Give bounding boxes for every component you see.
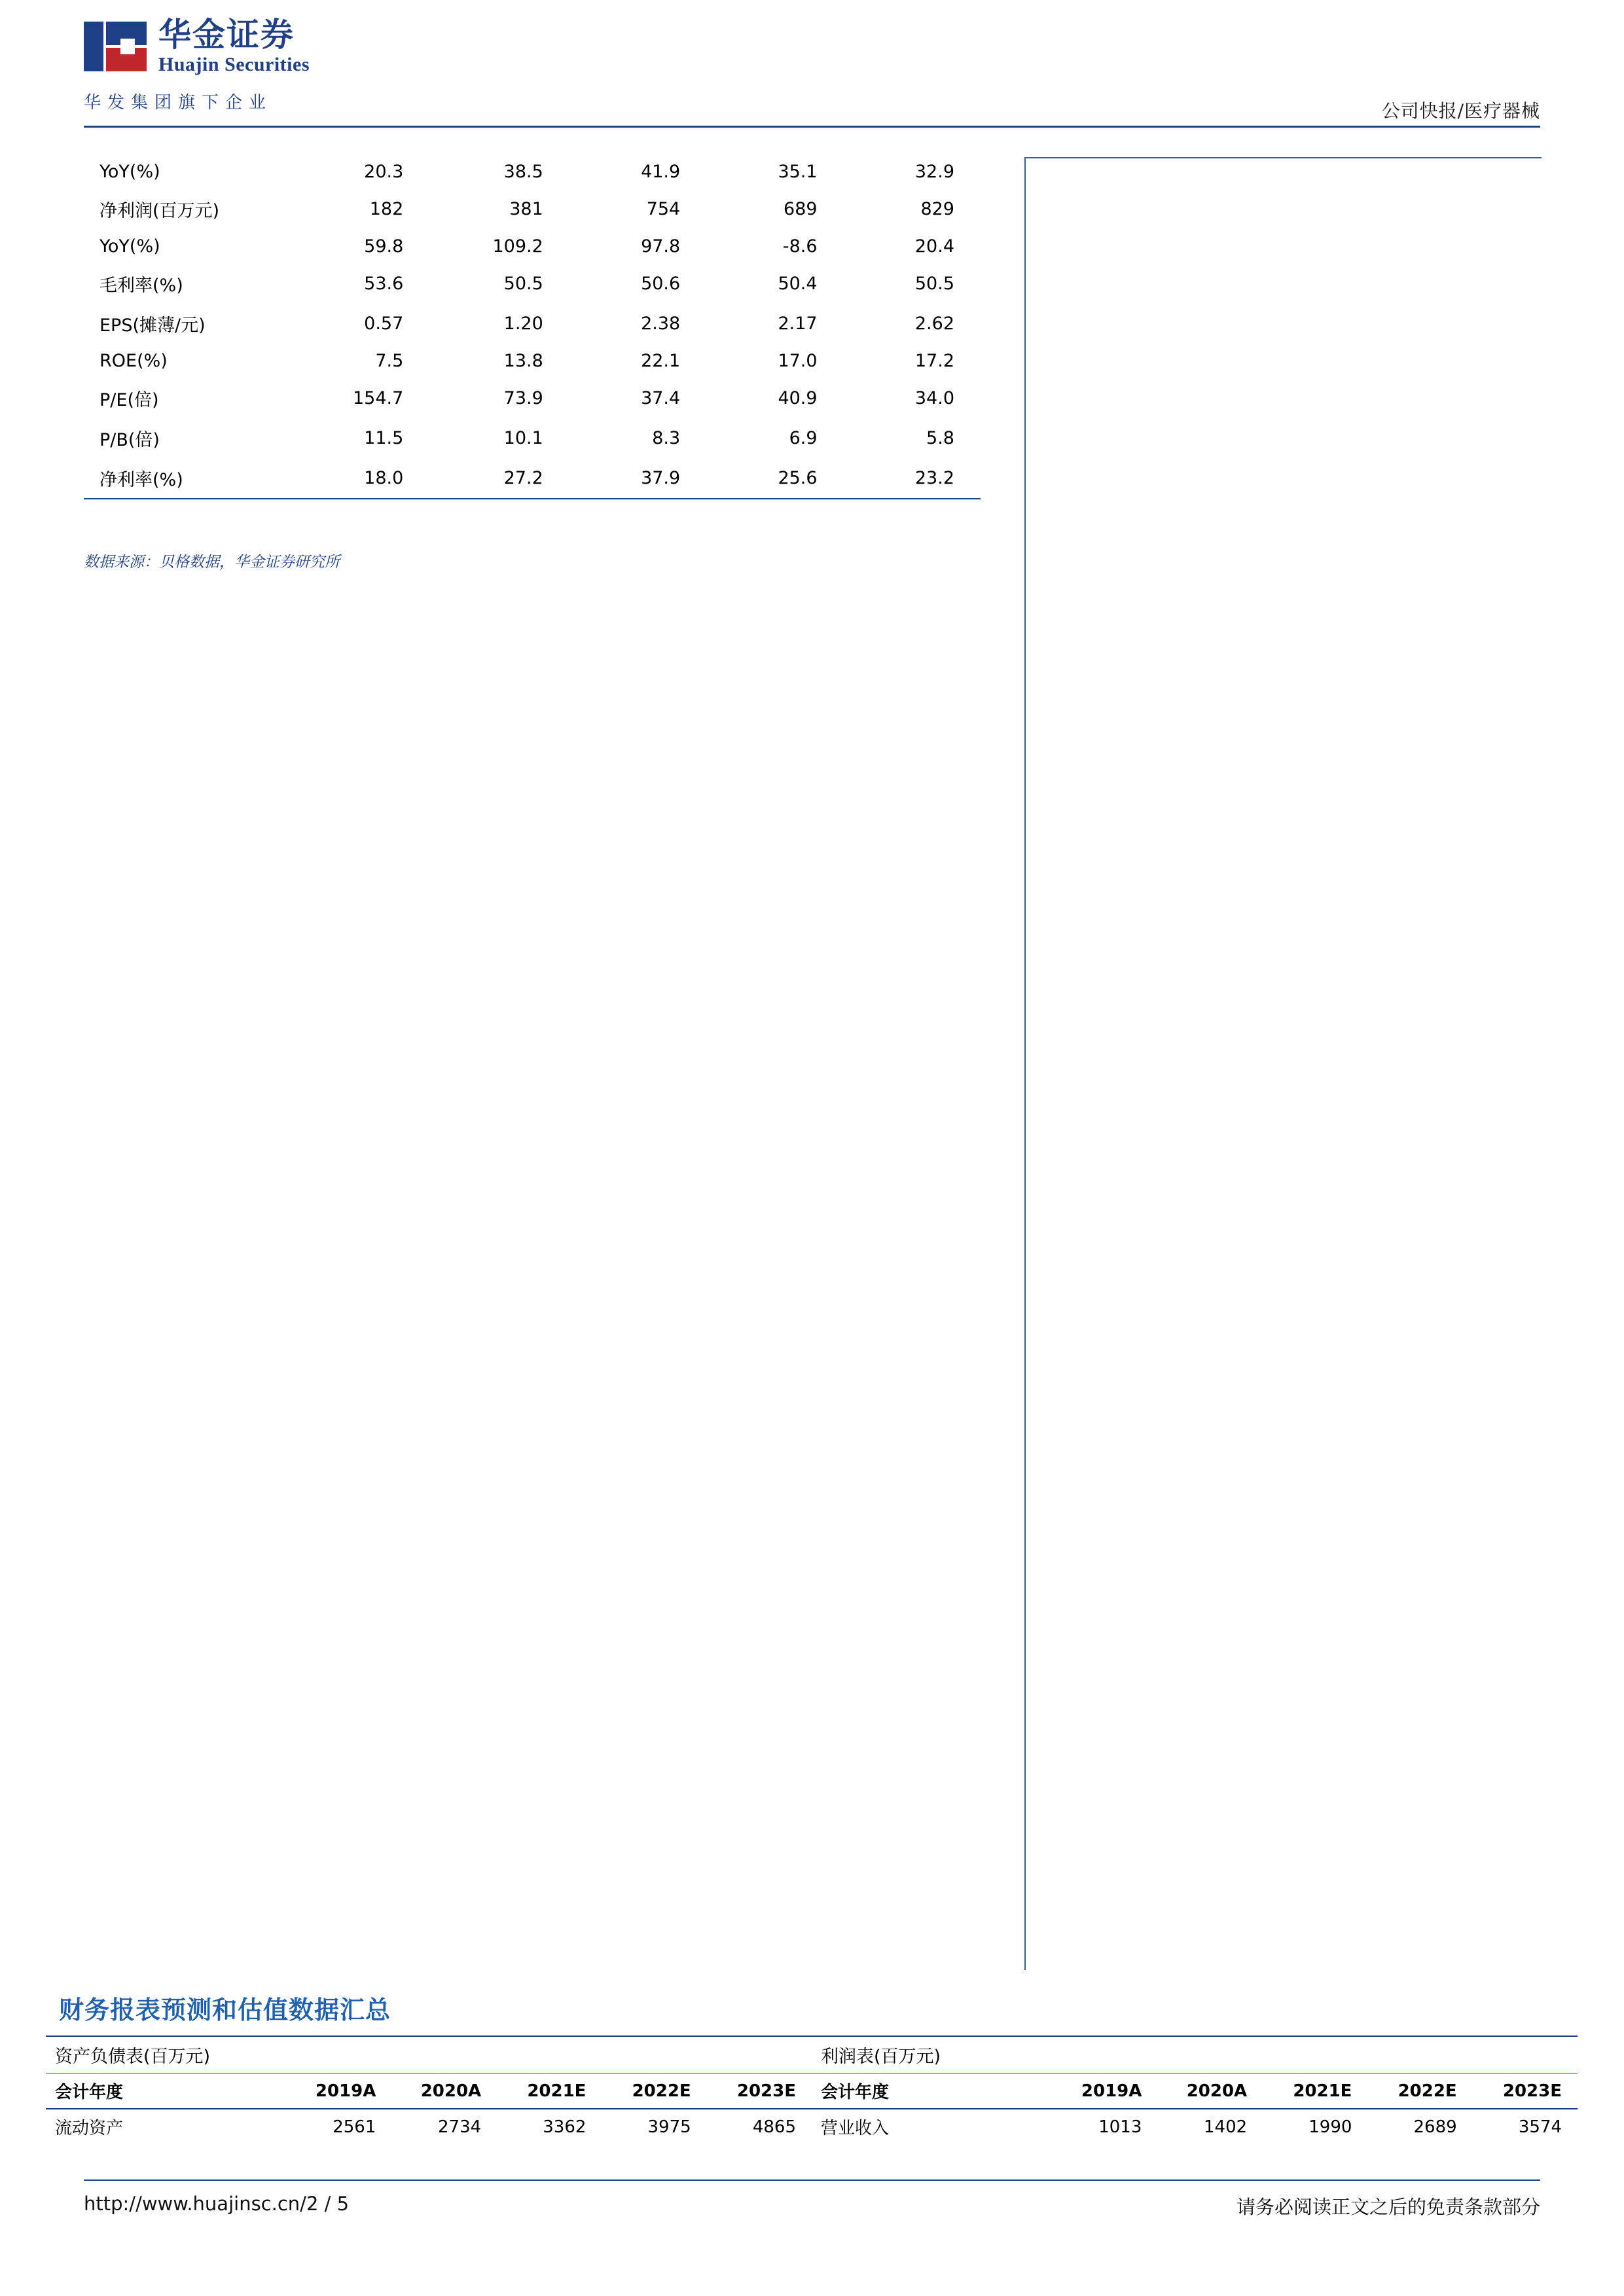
cell-value: 3574 <box>1518 2117 1562 2137</box>
metric-value: 11.5 <box>364 428 404 448</box>
page-header <box>0 0 1624 131</box>
cell-value: 3362 <box>543 2117 586 2137</box>
column-header-year: 会计年度 <box>46 2073 287 2109</box>
footer-disclaimer: 请务必阅读正文之后的免责条款部分 <box>1236 2196 1540 2218</box>
metric-value: 182 <box>369 199 404 219</box>
metric-label: P/B(倍) <box>99 430 160 450</box>
column-header: 2021E <box>497 2073 602 2109</box>
metric-value: 50.4 <box>778 274 818 294</box>
metric-value: 6.9 <box>789 428 818 448</box>
row-label: 营业收入 <box>821 2119 890 2138</box>
logo-english-name: Huajin Securities <box>158 54 310 75</box>
table-row <box>84 154 981 189</box>
table-row <box>46 2109 812 2144</box>
huajin-logo-icon <box>84 22 147 71</box>
balance-sheet-table <box>46 2036 812 2144</box>
metric-value: 5.8 <box>926 428 954 448</box>
metric-label: P/E(倍) <box>99 390 159 410</box>
metric-value: 20.4 <box>914 236 954 257</box>
metric-value: 50.6 <box>641 274 681 294</box>
footer-url[interactable]: http://www.huajinsc.cn/2 / 5 <box>84 2193 350 2215</box>
metric-value: 32.9 <box>914 162 954 182</box>
balance-sheet-column <box>46 2036 812 2144</box>
metric-value: 34.0 <box>914 388 954 408</box>
metric-value: 754 <box>646 199 681 219</box>
table-header-row <box>46 2073 812 2109</box>
income-statement-title: 利润表(百万元) <box>812 2036 1578 2073</box>
metric-value: 17.0 <box>778 351 818 371</box>
table-row <box>84 264 981 304</box>
column-header-year: 会计年度 <box>812 2073 1053 2109</box>
logo-subtitle: 华发集团旗下企业 <box>84 93 273 113</box>
column-header: 2019A <box>1053 2073 1158 2109</box>
metric-value: 17.2 <box>914 351 954 371</box>
column-header: 2020A <box>391 2073 497 2109</box>
table-row <box>84 458 981 499</box>
metric-label: ROE(%) <box>99 351 168 371</box>
column-header: 2021E <box>1263 2073 1367 2109</box>
metric-value: 59.8 <box>364 236 404 257</box>
metric-label: 毛利率(%) <box>99 276 183 296</box>
metric-value: 381 <box>509 199 543 219</box>
metric-value: 2.38 <box>641 314 681 334</box>
metric-value: 2.62 <box>914 314 954 334</box>
metric-value: 27.2 <box>429 458 569 499</box>
column-divider <box>1024 157 1026 1970</box>
metric-value: 7.5 <box>375 351 404 371</box>
row-label: 流动资产 <box>55 2119 124 2138</box>
metric-label: 净利率(%) <box>84 458 290 499</box>
logo-row <box>84 18 424 75</box>
metric-value: 37.4 <box>641 388 681 408</box>
report-category: 公司快报/医疗器械 <box>1381 100 1540 122</box>
table-row <box>84 378 981 418</box>
column-header: 2020A <box>1157 2073 1263 2109</box>
metric-value: 40.9 <box>778 388 818 408</box>
key-metrics-table <box>84 154 981 499</box>
column-header: 2022E <box>1367 2073 1472 2109</box>
balance-sheet-title: 资产负债表(百万元) <box>46 2036 812 2073</box>
logo-chinese-name: 华金证券 <box>158 16 295 54</box>
metric-value: 154.7 <box>352 388 404 408</box>
column-header: 2022E <box>602 2073 706 2109</box>
metric-value: 97.8 <box>641 236 681 257</box>
column-header: 2019A <box>287 2073 392 2109</box>
cell-value: 2561 <box>333 2117 376 2137</box>
column-header: 2023E <box>707 2073 812 2109</box>
cell-value: 4865 <box>752 2117 796 2137</box>
table-row <box>84 189 981 229</box>
table-row <box>84 304 981 344</box>
table-row <box>84 229 981 264</box>
metric-value: 38.5 <box>503 162 543 182</box>
metrics-source-note: 数据来源：贝格数据，华金证券研究所 <box>84 554 340 571</box>
metric-value: 18.0 <box>290 458 430 499</box>
metric-value: 25.6 <box>706 458 843 499</box>
financial-section-title: 财务报表预测和估值数据汇总 <box>59 1996 391 2024</box>
table-row <box>84 344 981 378</box>
metric-value: 2.17 <box>778 314 818 334</box>
metric-value: 829 <box>920 199 954 219</box>
metric-value: 1.20 <box>503 314 543 334</box>
table-row <box>812 2109 1578 2144</box>
metric-value: 23.2 <box>844 458 981 499</box>
column-header: 2023E <box>1473 2073 1578 2109</box>
metric-value: 35.1 <box>778 162 818 182</box>
metric-label: YoY(%) <box>99 236 160 257</box>
metric-value: -8.6 <box>782 236 818 257</box>
brand-logo <box>84 18 424 113</box>
income-statement-column <box>812 2036 1578 2144</box>
key-metrics-body <box>84 154 981 499</box>
metric-value: 50.5 <box>914 274 954 294</box>
metric-label: 净利润(百万元) <box>99 201 220 221</box>
metric-label: YoY(%) <box>99 162 160 182</box>
table-row <box>84 418 981 458</box>
right-column-top-rule <box>1024 157 1542 158</box>
cell-value: 2689 <box>1413 2117 1457 2137</box>
cell-value: 3975 <box>647 2117 691 2137</box>
metric-value: 22.1 <box>641 351 681 371</box>
cell-value: 1990 <box>1308 2117 1352 2137</box>
financial-tables <box>46 2036 1578 2144</box>
cell-value: 1013 <box>1098 2117 1142 2137</box>
metric-value: 10.1 <box>503 428 543 448</box>
metric-value: 50.5 <box>503 274 543 294</box>
footer-divider <box>84 2179 1540 2181</box>
metric-value: 37.9 <box>569 458 706 499</box>
metric-label: EPS(摊薄/元) <box>99 315 206 336</box>
metric-value: 13.8 <box>503 351 543 371</box>
metric-value: 53.6 <box>364 274 404 294</box>
metric-value: 689 <box>784 199 818 219</box>
metric-value: 41.9 <box>641 162 681 182</box>
metric-value: 109.2 <box>492 236 543 257</box>
metric-value: 8.3 <box>652 428 681 448</box>
cell-value: 1402 <box>1204 2117 1248 2137</box>
income-statement-table <box>812 2036 1578 2144</box>
metric-value: 20.3 <box>364 162 404 182</box>
header-divider <box>84 126 1540 128</box>
cell-value: 2734 <box>438 2117 482 2137</box>
table-title-row <box>46 2036 812 2073</box>
table-title-row <box>812 2036 1578 2073</box>
metric-value: 0.57 <box>364 314 404 334</box>
table-header-row <box>812 2073 1578 2109</box>
metric-value: 73.9 <box>503 388 543 408</box>
